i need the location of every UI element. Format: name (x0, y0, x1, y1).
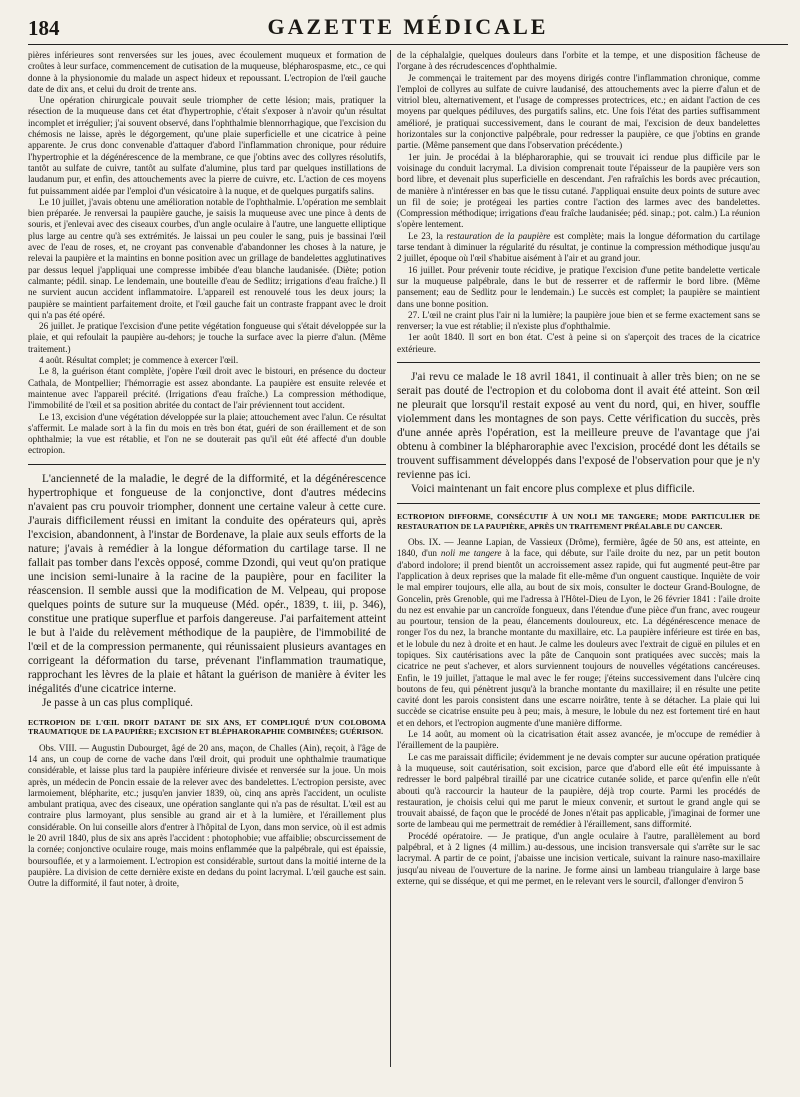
page-header (28, 14, 788, 45)
section-rule (397, 503, 760, 504)
paragraph: 27. L'œil ne craint plus l'air ni la lumière; la paupière joue bien et se ferme exactement sans se renverser; la vue est rétablie; il n'existe plus d'ophthalmie. (397, 309, 760, 332)
observation-heading: ECTROPION DE L'ŒIL DROIT DATANT DE SIX ANS, ET COMPLIQUÉ D'UN COLOBOMA TRAUMATIQUE DE LA PAUPIÈRE; EXCISION ET BLÉPHARORAPHIE COMBINÉES; GUÉRISON. (28, 717, 386, 737)
paragraph: Le 10 juillet, j'avais obtenu une amélioration notable de l'ophthalmie. L'opération me semblait bien préparée. Je renversai la paupière gauche, je saisis la muqueuse avec une pince à dents de souris, et j'enlevai avec des ciseaux courbes, d'un angle oculaire à l'autre, une languette elliptique plus large au centre qu'à ses extrémités. Je laissai un peu couler le sang, puis je bassinai l'œil avec de l'eau de roses, et, ne croyant pas convenable d'abandonner les choses à la nature, je relevai la paupière et la maintins en bonne position avec un grillage de bandelettes agglutinatives par dessus lequel j'appliquai une compresse imbibée d'eau blanche laudanisée. (Diète; potion calmante; pédil. sinap. Le lendemain, une bouteille d'eau de Sedlitz; irrigations d'eau fraîche.) Il ne survient aucun accident inflammatoire. L'appareil est renouvelé tous les deux jours; la paupière se maintient parfaitement droite, et l'œil gauche fait un contraste frappant avec le droit qui n'a pas été opéré. (28, 196, 386, 320)
italic-phrase: restauration de la paupière (446, 230, 551, 241)
paragraph: L'ancienneté de la maladie, le degré de la difformité, et la dégénérescence hypertrophique et fongueuse de la conjonctive, dont d'autres médecins n'avaient pas cru pouvoir triompher, donnent une certaine valeur à cette cure. J'aurais difficilement réussi en imitant la conduite des opérateurs qui, après l'excision, abandonnent, à l'instar de Bordenave, la plaie aux seuls efforts de la nature; j'avais à remédier à la longue déformation du cartilage tarse. Il ne fallait pas tomber dans l'excès opposé, comme Dzondi, qui veut qu'on pratique une incision semi-lunaire à la racine de la paupière, pour en faciliter la réascension. Il semble aussi que la modification de M. Velpeau, qui propose quelques points de suture sur la muqueuse (Méd. opér., 1839, t. iii, p. 346), constitue une pratique superflue et parfois dangereuse. J'ai parfaitement atteint le but à l'aide du relèvement méthodique de la paupière, de l'immobilité de l'œil et de la compression permanente, qui réunissaient plusieurs avantages en corrigeant la déformation du tarse, prévenant l'inflammation traumatique, rapprochant les lèvres de la plaie et hâtant la guérison de manière à éviter les inégalités d'une cicatrice interne. (28, 472, 386, 695)
paragraph: Voici maintenant un fait encore plus complexe et plus difficile. (411, 483, 695, 496)
paragraph: Le 14 août, au moment où la cicatrisation était assez avancée, je m'occupe de remédier à l'éraillement de la paupière. (397, 729, 760, 751)
paragraph: 4 août. Résultat complet; je commence à exercer l'œil. (39, 355, 239, 366)
paragraph: Obs. VIII. — Augustin Dubourget, âgé de 20 ans, maçon, de Challes (Ain), reçoit, à l'âge de 14 ans, un coup de corne de vache dans l'œil droit, qui produit une ophthalmie traumatique considérable, et laisse plus tard la paupière inférieure divisée et renversée sur la joue. Un mois après, un médecin de Poncin essaie de la relever avec des bandelettes. L'ectropion persiste, avec larmoiement, blépharite, etc.; jusqu'en janvier 1839, où, cinq ans après l'accident, un oculiste ambulant pratiqua, avec des ciseaux, une opération sanglante qui n'a pas de résultat. L'œil est au contraire plus larmoyant, plus sensible au grand air et à la lumière, et l'éraillement plus considérable. On lui conseille alors d'entrer à l'hôpital de Lyon, dans mon service, où il est admis le 20 avril 1840, plus de six ans après l'accident : photophobie; vue affaiblie; obscurcissement de la cornée; conjonctive oculaire rouge, mais moins enflammée que la palpébrale, qui est épaissie, boursouflée, et y a larmoiement. L'ectropion est considérable, surtout dans la moitié interne de la paupière. La division de cette dernière existe en dedans du point lacrymal. L'œil gauche est sain. Outre la difformité, il faut noter, à droite, (28, 742, 386, 889)
paragraph: pières inférieures sont renversées sur les joues, avec écoulement muqueux et formation de croûtes à leur surface, commencement de cutisation de la muqueuse, blépharospasme, etc., ce qui donne à la physionomie du malade un aspect hideux et repoussant. L'ectropion de l'œil gauche date de dix ans, et celui du droit de trente ans. (28, 50, 386, 94)
paragraph: de la céphalalgie, quelques douleurs dans l'orbite et la tempe, et une disposition fâcheuse de l'organe à des récrudescences d'ophthalmie. (397, 50, 760, 72)
paragraph: 1er août 1840. Il sort en bon état. C'est à peine si on s'aperçoit des traces de la cicatrice extérieure. (397, 332, 760, 354)
paragraph: 1er juin. Je procédai à la blépharoraphie, qui se trouvait ici rendue plus difficile par le voisinage du conduit lacrymal. La division comprenait toute l'épaisseur de la paupière vers son bord libre, et devenait plus superficielle en descendant. J'en rafraîchis les bords avec précaution, de manière à n'intéresser en bas que le tissu cutané. J'appliquai ensuite deux points de suture avec un fil de soie; je protégeai les parties contre l'action des larmes avec des bandelettes. (Compression méthodique; irrigations d'eau fraîche laudanisée; péd. sinap.; pot. calm.) La réunion s'opère lentement. (397, 151, 760, 230)
paragraph: Procédé opératoire. — Je pratique, d'un angle oculaire à l'autre, parallèlement au bord palpébral, et à 2 lignes (4 millim.) au-dessous, une incision transversale qui s'arrête sur le sac lacrymal. A partir de ce point, j'abaisse une incision verticale, suivant la rainure naso-maxillaire jusqu'au niveau de l'ouverture de la narine. Je forme ainsi un lambeau triangulaire à large base externe, qui se disséque, et qui me permet, en le relevant vers le sourcil, d'allonger d'environ 5 (397, 830, 760, 886)
observation-heading: ECTROPION DIFFORME, CONSÉCUTIF À UN NOLI ME TANGERE; MODE PARTICULIER DE RESTAURATION DE LA PAUPIÈRE, APRÈS UN TRAITEMENT PRÉALABLE DU CANCER. (397, 512, 760, 531)
paragraph: Le 8, la guérison étant complète, j'opère l'œil droit avec le bistouri, en présence du docteur Cathala, de Montpellier; l'hémorragie est assez abondante. La paupière est ensuite relevée et maintenue avec l'appareil précité. (Irrigations d'eau fraîche.) La compression méthodique, l'immobilité de l'œil et sa position abritée du contact de l'air préviennent tout accident. (28, 366, 386, 411)
paragraph: Obs. IX. — Jeanne Lapian, de Vassieux (Drôme), fermière, âgée de 50 ans, est atteinte, en 1840, d'un noli me tangere à la face, qui débute, sur l'aile droite du nez, par un petit bouton d'abord indolore; il prend bientôt un accroissement assez rapide, qui fut augmenté peut-être par l'application à deux reprises que la malade fit elle-même d'un onguent caustique. Inquiète de voir le mal empirer toujours, elle alla, au bout de six mois, consulter le docteur Grand-Boulogne, de Goncelin, près Grenoble, qui me l'adressa à l'Hôtel-Dieu de Lyon, le 26 février 1841 : l'aile droite du nez est envahie par un cancroïde fongueux, dans l'étendue d'une pièce d'un franc, avec rougeur au pourtour, tension de la peau, élancements douloureux, etc. La dégénérescence menace de ronger l'os du nez, la branche montante du maxillaire, etc. La paupière inférieure est tirée en bas, et le lobule du nez à droite et en haut. Je calme les douleurs avec l'extrait de ciguë en pilules et en topiques. Six cautérisations avec la pâte de Canquoin sont pratiquées avec succès; mais la cicatrice ne peut s'achever, et alors surviennent toujours de nouvelles végétations cancéreuses. Enfin, le 19 juillet, j'attaque le mal avec le fer rouge; j'éteins successivement dans l'ulcère cinq boutons de feu, qui pénètrent jusqu'à la branche montante du maxillaire; il en résulte une petite cavité dont les parois consistent dans une escarre noirâtre, tente à se détacher. La plaie qui lui succède se cicatrise ensuite peu à peu; mais, à mesure, le lobule du nez est fortement tiré en haut et en dehors, et l'ectropion augmente d'une manière difforme. (397, 537, 760, 728)
paragraph: 16 juillet. Pour prévenir toute récidive, je pratique l'excision d'une petite bandelette verticale sur la muqueuse palpébrale, dans le but de resserrer et de raffermir le bord libre. (Même pansement; eau de Sedlitz pour le lendemain.) Le succès est complet; la paupière se maintient dans une bonne position. (397, 264, 760, 309)
left-column (28, 50, 386, 1091)
section-rule (28, 464, 386, 465)
page-number: 184 (28, 16, 60, 40)
paragraph: Le 23, la restauration de la paupière est complète; mais la longue déformation du cartilage tarse tendant à diminuer la régularité du résultat, je continue la compression méthodique jusqu'au 2 juillet, époque où l'œil s'habitue aisément à l'air et au grand jour. (397, 230, 760, 264)
paragraph: Je passe à un cas plus compliqué. (42, 696, 193, 709)
publication-title: GAZETTE MÉDICALE (267, 14, 549, 39)
paragraph: Le cas me paraissait difficile; évidemment je ne devais compter sur aucune opération pratiquée à la muqueuse, soit cautérisation, soit excision, parce que d'abord elle eût été impuissante à redresser le bord palpébral tiraillé par une cicatrice cutanée solide, et parce qu'enfin elle n'eût abouti qu'à raccourcir la hauteur de la paupière, déjà trop courte. Parmi les procédés de restauration, je choisis celui qui me parut le mieux convenir, et surtout le grand angle qui se trouvait abaissé, de façon que le procédé de Jones n'était pas applicable, j'imaginai de former une sorte de lambeau qui me permettrait de remédier à l'éraillement, sans difformité. (397, 751, 760, 830)
paragraph: Je commençai le traitement par des moyens dirigés contre l'inflammation chronique, comme l'emploi de collyres au sulfate de cuivre laudanisé, des attouchements avec la pierre d'alun et de vitriol bleu, alternativement, et l'usage de compresses protectrices, etc.; en aidant l'action de ces moyens par quelques pédiluves, des purgatifs salins, etc. Une fois l'état des parties suffisamment amélioré, je pratiquai successivement, dans le courant de mai, l'excision de deux bandelettes horizontales sur la conjonctive palpébrale, pour redresser la paupière, ce que j'obtins en grande partie. (Même pansement que dans l'observation précédente.) (397, 72, 760, 151)
column-divider (390, 50, 391, 1067)
paragraph: J'ai revu ce malade le 18 avril 1841, il continuait à aller très bien; on ne se serait pas douté de l'ectropion et du coloboma dont il avait été atteint. Son œil ne pleurait que lorsqu'il restait exposé au vent du nord, qui, en hiver, souffle violemment dans les montagnes de son pays. Cette vérification du succès, près d'une année après l'opération, est la meilleure preuve de l'avantage que j'ai obtenu à combiner la blépharoraphie avec l'excision, procédé dont les détails se trouvent suffisamment développés dans l'exposé de l'observation pour que je n'y revienne pas ici. (397, 371, 760, 482)
right-column (397, 50, 760, 1091)
paragraph: Le 13, excision d'une végétation développée sur la plaie; attouchement avec l'alun. Ce résultat s'affermit. Le malade sort à la fin du mois en très bon état, guéri de son éraillement et de son ophthalmie; la vue est rétablie, et l'on ne se douterait pas qu'il eût été affecté d'un double ectropion. (28, 411, 386, 456)
section-rule (397, 362, 760, 363)
paragraph: 26 juillet. Je pratique l'excision d'une petite végétation fongueuse qui s'était développée sur la plaie, et qui refoulait la paupière au-dehors; je touche la surface avec la pierre d'alun. (Même traitement.) (28, 321, 386, 354)
paragraph: Une opération chirurgicale pouvait seule triompher de cette lésion; mais, pratiquer la résection de la muqueuse dans cet état d'hypertrophie, c'était s'exposer à n'avoir qu'un résultat incomplet et irrégulier; j'ai souvent observé, dans l'ophthalmie blennorrhagique, que l'excision du chémosis ne laisse, après le dégorgement, qu'une plaie superficielle et une cicatrice à peine apparente. Je crus donc convenable d'attaquer d'abord l'inflammation chronique, pour réduire l'hypertrophie et la dégénérescence de la membrane, ce que j'obtins avec des collyres résolutifs, tantôt au sulfate de cuivre, tantôt au sulfate d'alumine, plus tard par quelques instillations de laudanum pur, et enfin, des attouchements avec la pierre de cuivre, etc. L'action de ces moyens fut puissamment aidée par l'emploi d'un vésicatoire à la nuque, et de quelques purgatifs salins. (28, 95, 386, 196)
italic-phrase: noli me tangere (440, 548, 502, 559)
